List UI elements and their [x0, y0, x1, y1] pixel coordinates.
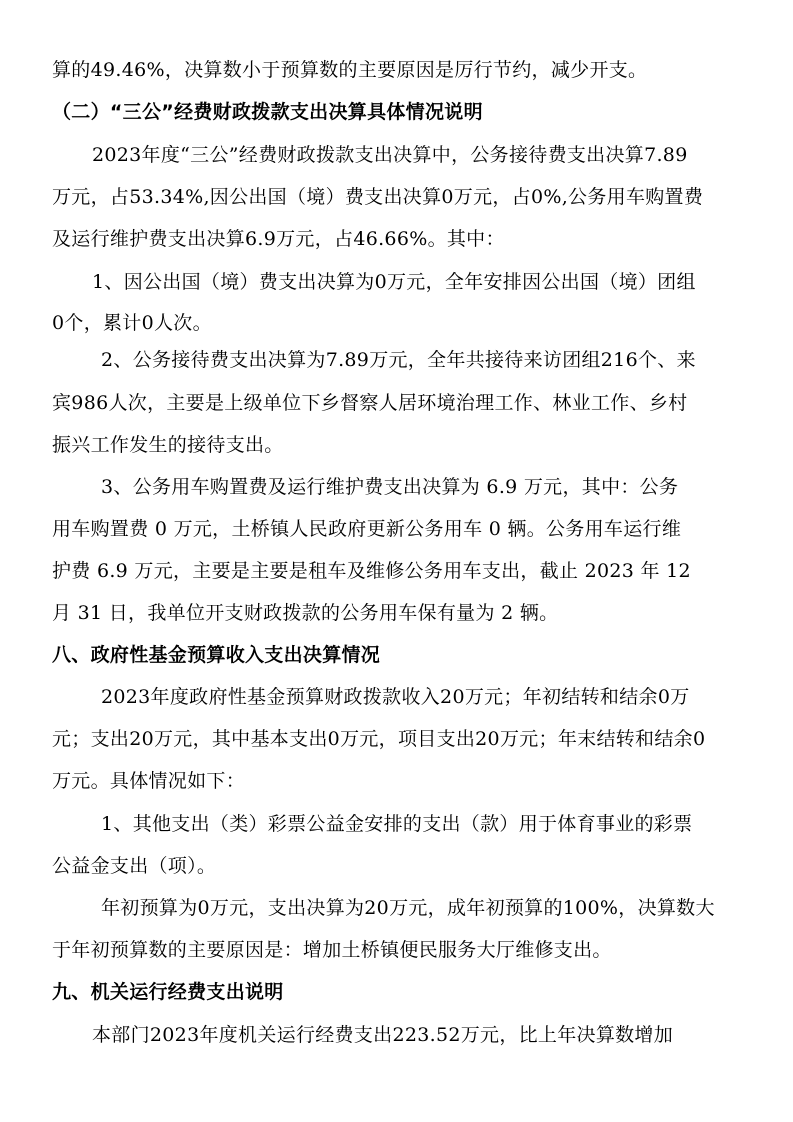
paragraph-line: 于年初预算数的主要原因是：增加土桥镇便民服务大厅维修支出。	[52, 939, 612, 961]
paragraph-line: 本部门2023年度机关运行经费支出223.52万元，比上年决算数增加	[92, 1024, 674, 1046]
paragraph-line: 宾986人次，主要是上级单位下乡督察人居环境治理工作、林业工作、乡村	[52, 392, 688, 414]
paragraph-line: 2023年度政府性基金预算财政拨款收入20万元；年初结转和结余0万	[101, 686, 690, 708]
paragraph-line: 1、因公出国（境）费支出决算为0万元，全年安排因公出国（境）团组	[92, 271, 696, 293]
section-heading: 八、政府性基金预算收入支出决算情况	[52, 644, 381, 666]
paragraph-line: 及运行维护费支出决算6.9万元，占46.66%。其中：	[52, 228, 505, 250]
paragraph-line: 算的49.46%，决算数小于预算数的主要原因是厉行节约，减少开支。	[52, 59, 648, 81]
paragraph-line: 护费 6.9 万元，主要是主要是租车及维修公务用车支出，截止 2023 年 12	[52, 560, 691, 582]
paragraph-line: 月 31 日，我单位开支财政拨款的公务用车保有量为 2 辆。	[52, 602, 559, 624]
paragraph-line: 2023年度“三公”经费财政拨款支出决算中，公务接待费支出决算7.89	[92, 144, 688, 166]
section-heading: （二）“三公”经费财政拨款支出决算具体情况说明	[52, 101, 483, 123]
paragraph-line: 用车购置费 0 万元，土桥镇人民政府更新公务用车 0 辆。公务用车运行维	[52, 518, 682, 540]
paragraph-line: 振兴工作发生的接待支出。	[52, 434, 284, 456]
paragraph-line: 2、公务接待费支出决算为7.89万元，全年共接待来访团组216个、来	[101, 349, 696, 371]
paragraph-line: 元；支出20万元，其中基本支出0万元，项目支出20万元；年末结转和结余0	[52, 728, 706, 750]
paragraph-line: 年初预算为0万元，支出决算为20万元，成年初预算的100%，决算数大	[101, 897, 715, 919]
paragraph-line: 1、其他支出（类）彩票公益金安排的支出（款）用于体育事业的彩票	[101, 813, 693, 835]
paragraph-line: 万元，占53.34%,因公出国（境）费支出决算0万元，占0%,公务用车购置费	[52, 186, 704, 208]
paragraph-line: 公益金支出（项）。	[52, 855, 217, 877]
section-heading: 九、机关运行经费支出说明	[52, 981, 284, 1003]
paragraph-line: 0个，累计0人次。	[52, 312, 212, 334]
paragraph-line: 3、公务用车购置费及运行维护费支出决算为 6.9 万元，其中：公务	[101, 476, 679, 498]
paragraph-line: 万元。具体情况如下：	[52, 770, 246, 792]
